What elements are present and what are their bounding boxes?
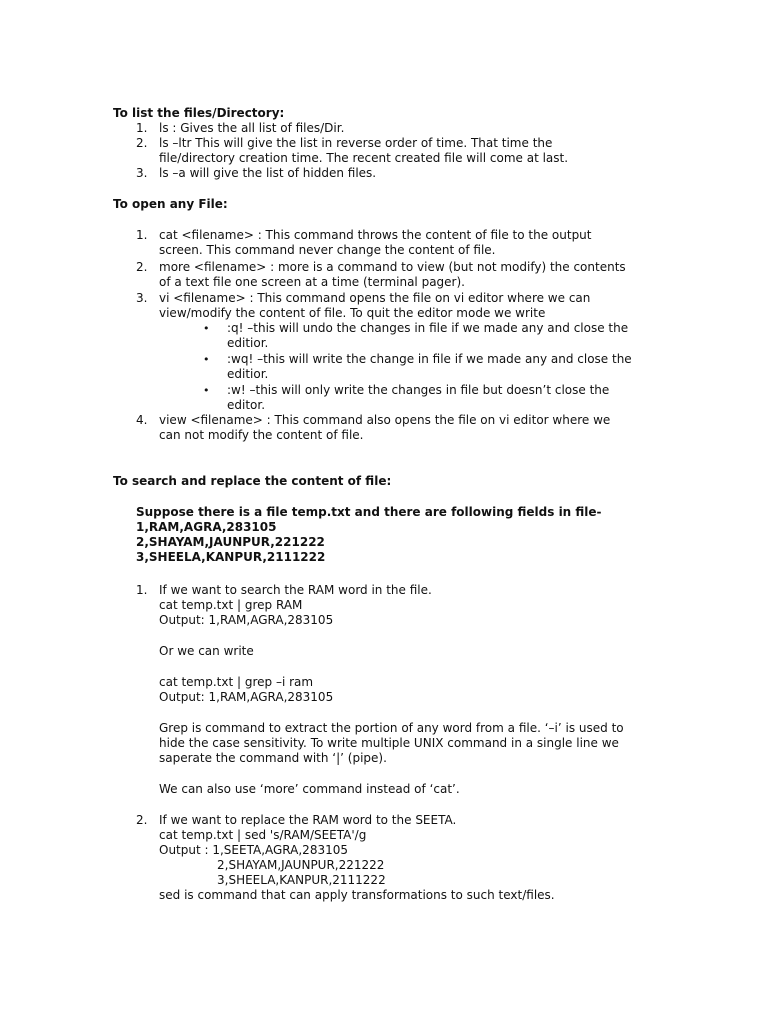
list-item-text: of a text file one screen at a time (terminal pager). bbox=[159, 275, 465, 289]
bullet-text: :w! –this will only write the changes in file but doesn’t close the bbox=[227, 383, 610, 397]
list-number: 3. bbox=[136, 166, 148, 180]
bullet-text: editior. bbox=[227, 336, 269, 350]
list-number: 2. bbox=[136, 136, 148, 150]
list-item-text: vi <filename> : This command opens the file on vi editor where we can bbox=[159, 291, 591, 305]
list-item-text: If we want to search the RAM word in the file. bbox=[159, 583, 432, 597]
heading-search-replace: To search and replace the content of file: bbox=[113, 474, 392, 488]
list-item-text: cat <filename> : This command throws the content of file to the output bbox=[159, 228, 592, 242]
list-number: 2. bbox=[136, 260, 148, 274]
output-line: Output : 1,SEETA,AGRA,283105 bbox=[159, 843, 348, 857]
list-item-text: file/directory creation time. The recent created file will come at last. bbox=[159, 151, 569, 165]
list-number: 1. bbox=[136, 583, 148, 597]
command-line: cat temp.txt | grep –i ram bbox=[159, 675, 314, 689]
output-line: 3,SHEELA,KANPUR,2111222 bbox=[217, 873, 386, 887]
list-number: 4. bbox=[136, 413, 148, 427]
list-number: 2. bbox=[136, 813, 148, 827]
list-item-text: ls –a will give the list of hidden files. bbox=[159, 166, 377, 180]
bullet-icon: • bbox=[203, 384, 210, 397]
list-item-text: screen. This command never change the content of file. bbox=[159, 243, 496, 257]
list-item-text: more <filename> : more is a command to view (but not modify) the contents bbox=[159, 260, 626, 274]
bullet-text: editor. bbox=[227, 398, 266, 412]
bullet-icon: • bbox=[203, 353, 210, 366]
bullet-text: :wq! –this will write the change in file if we made any and close the bbox=[227, 352, 632, 366]
list-item-text: ls –ltr This will give the list in reverse order of time. That time the bbox=[159, 136, 553, 150]
output-line: Output: 1,RAM,AGRA,283105 bbox=[159, 613, 334, 627]
heading-open-file: To open any File: bbox=[113, 197, 228, 211]
body-text: We can also use ‘more’ command instead of ‘cat’. bbox=[159, 782, 460, 796]
body-text: Grep is command to extract the portion of any word from a file. ‘–i’ is used to bbox=[159, 721, 624, 735]
body-text: hide the case sensitivity. To write multiple UNIX command in a single line we bbox=[159, 736, 619, 750]
list-item-text: can not modify the content of file. bbox=[159, 428, 364, 442]
list-item-text: If we want to replace the RAM word to the SEETA. bbox=[159, 813, 457, 827]
command-line: cat temp.txt | sed 's/RAM/SEETA'/g bbox=[159, 828, 367, 842]
list-item-text: ls : Gives the all list of files/Dir. bbox=[159, 121, 345, 135]
heading-list-files: To list the files/Directory: bbox=[113, 106, 285, 120]
bullet-text: editior. bbox=[227, 367, 269, 381]
body-text: sed is command that can apply transformations to such text/files. bbox=[159, 888, 555, 902]
list-number: 1. bbox=[136, 228, 148, 242]
file-line: 2,SHAYAM,JAUNPUR,221222 bbox=[136, 535, 325, 549]
bullet-text: :q! –this will undo the changes in file if we made any and close the bbox=[227, 321, 629, 335]
list-number: 1. bbox=[136, 121, 148, 135]
command-line: cat temp.txt | grep RAM bbox=[159, 598, 303, 612]
file-line: 1,RAM,AGRA,283105 bbox=[136, 520, 277, 534]
bullet-icon: • bbox=[203, 322, 210, 335]
file-line: 3,SHEELA,KANPUR,2111222 bbox=[136, 550, 326, 564]
output-line: 2,SHAYAM,JAUNPUR,221222 bbox=[217, 858, 385, 872]
list-item-text: view <filename> : This command also opens the file on vi editor where we bbox=[159, 413, 611, 427]
list-item-text: view/modify the content of file. To quit the editor mode we write bbox=[159, 306, 546, 320]
intro-text: Suppose there is a file temp.txt and there are following fields in file- bbox=[136, 505, 602, 519]
body-text: Or we can write bbox=[159, 644, 254, 658]
list-number: 3. bbox=[136, 291, 148, 305]
output-line: Output: 1,RAM,AGRA,283105 bbox=[159, 690, 334, 704]
body-text: saperate the command with ‘|’ (pipe). bbox=[159, 751, 387, 765]
